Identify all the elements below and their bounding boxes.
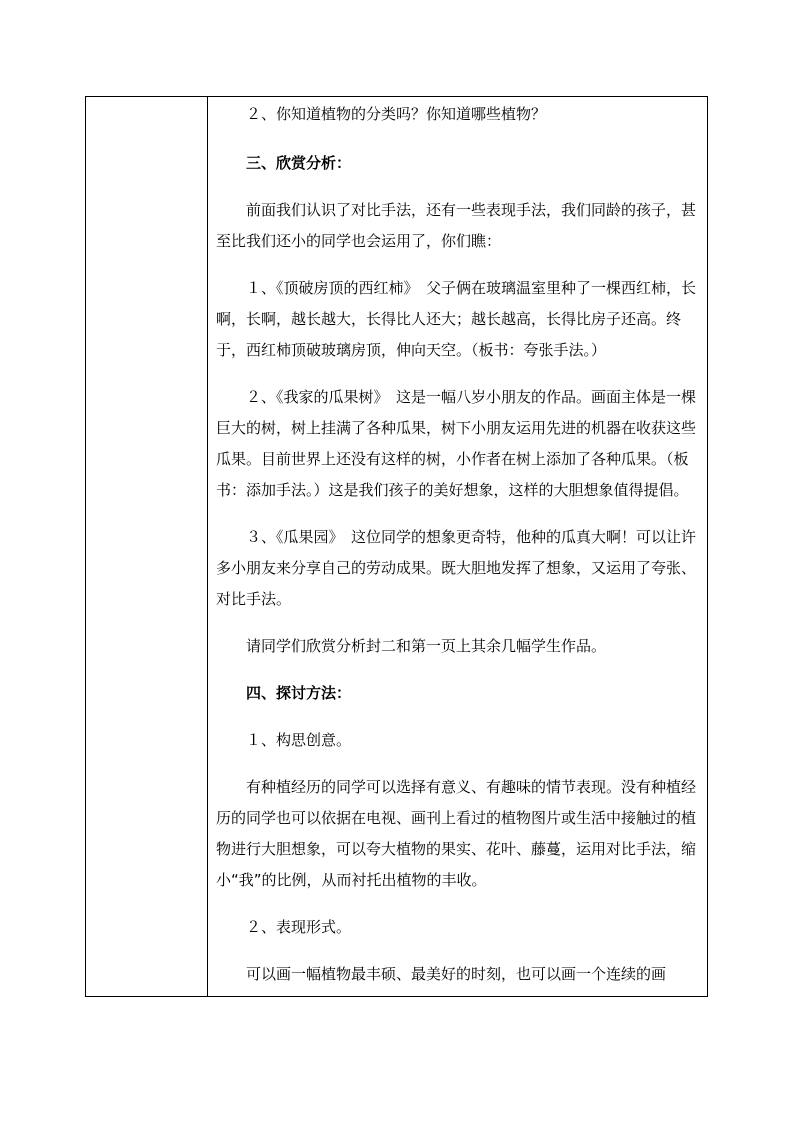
paragraph: ２、表现形式。 (246, 918, 352, 936)
paragraph: 可以画一幅植物最丰硕、最美好的时刻，也可以画一个连续的画 (246, 965, 667, 983)
paragraph: 前面我们认识了对比手法，还有一些表现手法，我们同龄的孩子，甚至比我们还小的同学也会运用了，你们瞧： (216, 201, 697, 250)
section-heading: 三、欣赏分析： (246, 154, 352, 172)
paragraph: ２、《我家的瓜果树》 这是一幅八岁小朋友的作品。画面主体是一棵巨大的树，树上挂满了各种瓜果，树下小朋友运用先进的机器在收获这些瓜果。目前世界上还没有这样的树，小作者在树上添加了各种瓜果。（板书：添加手法。）这是我们孩子的美好想象，这样的大胆想象值得提倡。 (216, 388, 697, 499)
paragraph: ２、你知道植物的分类吗？你知道哪些植物？ (246, 105, 547, 123)
left-column-cell (86, 97, 208, 996)
paragraph: １、构思创意。 (246, 731, 352, 749)
section-heading: 四、探讨方法： (246, 684, 352, 702)
paragraph: ３、《瓜果园》 这位同学的想象更奇特，他种的瓜真大啊！可以让许多小朋友来分享自己的劳动成果。既大胆地发挥了想象，又运用了夸张、对比手法。 (216, 528, 697, 608)
right-column-cell (208, 97, 707, 996)
paragraph: １、《顶破房顶的西红柿》 父子俩在玻璃温室里种了一棵西红柿，长啊，长啊，越长越大，长得比人还大；越长越高，长得比房子还高。终于，西红柿顶破玻璃房顶，伸向天空。（板书：夸张手法。） (216, 279, 697, 359)
lesson-content (208, 99, 707, 990)
paragraph: 请同学们欣赏分析封二和第一页上其余几幅学生作品。 (246, 637, 607, 655)
paragraph: 有种植经历的同学可以选择有意义、有趣味的情节表现。没有种植经历的同学也可以依据在电视、画刊上看过的植物图片或生活中接触过的植物进行大胆想象，可以夸大植物的果实、花叶、藤蔓，运用对比手法，缩小“我”的比例，从而衬托出植物的丰收。 (216, 778, 697, 889)
lesson-table (85, 96, 708, 997)
